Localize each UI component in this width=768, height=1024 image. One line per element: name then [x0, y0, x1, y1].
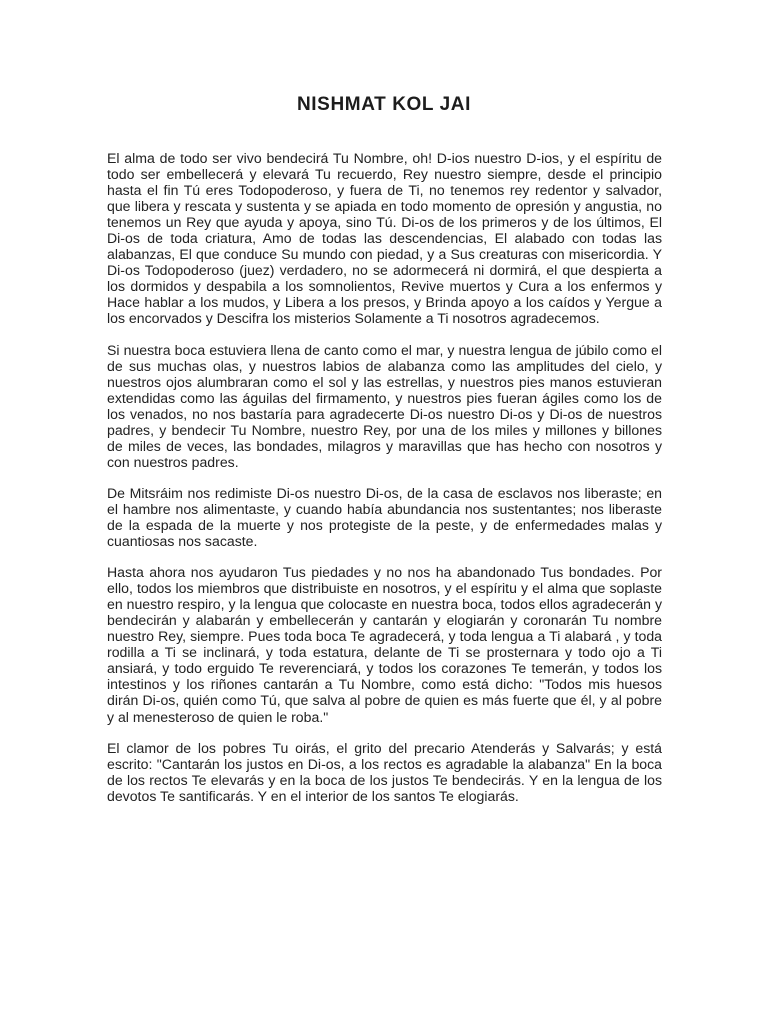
paragraph-1: El alma de todo ser vivo bendecirá Tu Nombre, oh! D-ios nuestro D-ios, y el espíritu de todo ser embellecerá y elevará Tu recuerdo, Rey nuestro siempre, desde el principio hasta el fin Tú eres Todopoderoso, y fuera de Ti, no tenemos rey redentor y salvador, que libera y rescata y sustenta y se apiada en todo momento de opresión y angustia, no tenemos un Rey que ayuda y apoya, sino Tú. Di-os de los primeros y de los últimos, El Di-os de toda criatura, Amo de todas las descendencias, El alabado con todas las alabanzas, El que conduce Su mundo con piedad, y a Sus creaturas con misericordia. Y Di-os Todopoderoso (juez) verdadero, no se adormecerá ni dormirá, el que despierta a los dormidos y despabila a los somnolientos, Revive muertos y Cura a los enfermos y Hace hablar a los mudos, y Libera a los presos, y Brinda apoyo a los caídos y Yergue a los encorvados y Descifra los misterios Solamente a Ti nosotros agradecemos.: [107, 150, 662, 327]
paragraph-4: Hasta ahora nos ayudaron Tus piedades y no nos ha abandonado Tus bondades. Por ello, todos los miembros que distribuiste en nosotros, y el espíritu y el alma que soplaste en nuestro respiro, y la lengua que colocaste en nuestra boca, todos ellos agradecerán y bendecirán y alabarán y embellecerán y cantarán y elogiarán y coronarán Tu nombre nuestro Rey, siempre. Pues toda boca Te agradecerá, y toda lengua a Ti alabará , y toda rodilla a Ti se inclinará, y toda estatura, delante de Ti se prosternara y todo ojo a Ti ansiará, y todo erguido Te reverenciará, y todos los corazones Te temerán, y todos los intestinos y los riñones cantarán a Tu Nombre, como está dicho: "Todos mis huesos dirán Di-os, quién como Tú, que salva al pobre de quien es más fuerte que él, y al pobre y al menesteroso de quien le roba.": [107, 564, 662, 725]
document-body: [107, 150, 662, 804]
paragraph-3: De Mitsráim nos redimiste Di-os nuestro Di-os, de la casa de esclavos nos liberaste; en el hambre nos alimentaste, y cuando había abundancia nos sustentantes; nos liberaste de la espada de la muerte y nos protegiste de la peste, y de enfermedades malas y cuantiosas nos sacaste.: [107, 484, 662, 550]
paragraph-2: Si nuestra boca estuviera llena de canto como el mar, y nuestra lengua de júbilo como el de sus muchas olas, y nuestros labios de alabanza como las amplitudes del cielo, y nuestros ojos alumbraran como el sol y las estrellas, y nuestros pies manos estuvieran extendidas como las águilas del firmamento, y nuestros pies fueran ágiles como los de los venados, no nos bastaría para agradecerte Di-os nuestro Di-os y Di-os de nuestros padres, y bendecir Tu Nombre, nuestro Rey, por una de los miles y millones y billones de miles de veces, las bondades, milagros y maravillas que has hecho con nosotros y con nuestros padres.: [107, 341, 662, 470]
document-title: NISHMAT KOL JAI: [296, 94, 472, 115]
paragraph-5: El clamor de los pobres Tu oirás, el grito del precario Atenderás y Salvarás; y está escrito: "Cantarán los justos en Di-os, a los rectos es agradable la alabanza" En la boca de los rectos Te elevarás y en la boca de los justos Te bendecirás. Y en la lengua de los devotos Te santificarás. Y en el interior de los santos Te elogiarás.: [107, 739, 662, 804]
